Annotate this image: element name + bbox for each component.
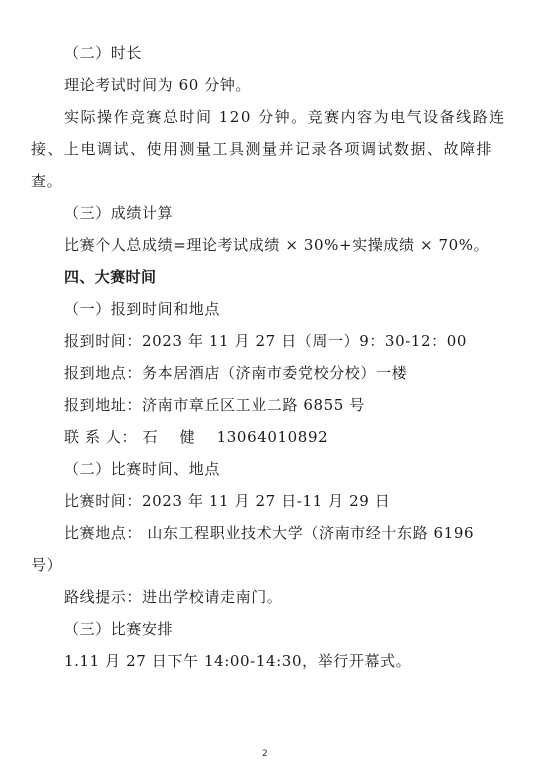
paragraph-theory-exam-duration: 理论考试时间为 60 分钟。 <box>64 76 252 94</box>
registration-time: 报到时间：2023 年 11 月 27 日（周一）9：30-12：00 <box>64 332 468 350</box>
competition-time: 比赛时间：2023 年 11 月 27 日-11 月 29 日 <box>64 492 391 510</box>
route-hint: 路线提示：进出学校请走南门。 <box>64 588 283 606</box>
subheading-competition-time-place: （二）比赛时间、地点 <box>64 460 221 478</box>
competition-location-line-2: 号） <box>31 556 63 574</box>
paragraph-practical-line-1: 实际操作竞赛总时间 120 分钟。竞赛内容为电气设备线路连 <box>64 108 506 126</box>
paragraph-practical-line-3: 查。 <box>31 172 63 190</box>
paragraph-score-formula: 比赛个人总成绩=理论考试成绩 × 30%+实操成绩 × 70%。 <box>64 236 490 254</box>
subheading-competition-schedule: （三）比赛安排 <box>64 620 174 638</box>
section-heading-competition-time: 四、大赛时间 <box>64 268 157 286</box>
page-number: 2 <box>262 749 268 759</box>
schedule-item-opening-ceremony: 1.11 月 27 日下午 14:00-14:30，举行开幕式。 <box>64 652 412 670</box>
registration-location: 报到地点：务本居酒店（济南市委党校分校）一楼 <box>64 364 408 382</box>
competition-location-line-1: 比赛地点： 山东工程职业技术大学（济南市经十东路 6196 <box>64 524 475 542</box>
contact-person: 联 系 人： 石 健 13064010892 <box>64 428 329 446</box>
subheading-score-calculation: （三）成绩计算 <box>64 204 174 222</box>
subheading-duration: （二）时长 <box>64 44 143 62</box>
subheading-registration: （一）报到时间和地点 <box>64 300 221 318</box>
paragraph-practical-line-2: 接、上电调试、使用测量工具测量并记录各项调试数据、故障排 <box>31 140 494 158</box>
registration-address: 报到地址：济南市章丘区工业二路 6855 号 <box>64 396 365 414</box>
